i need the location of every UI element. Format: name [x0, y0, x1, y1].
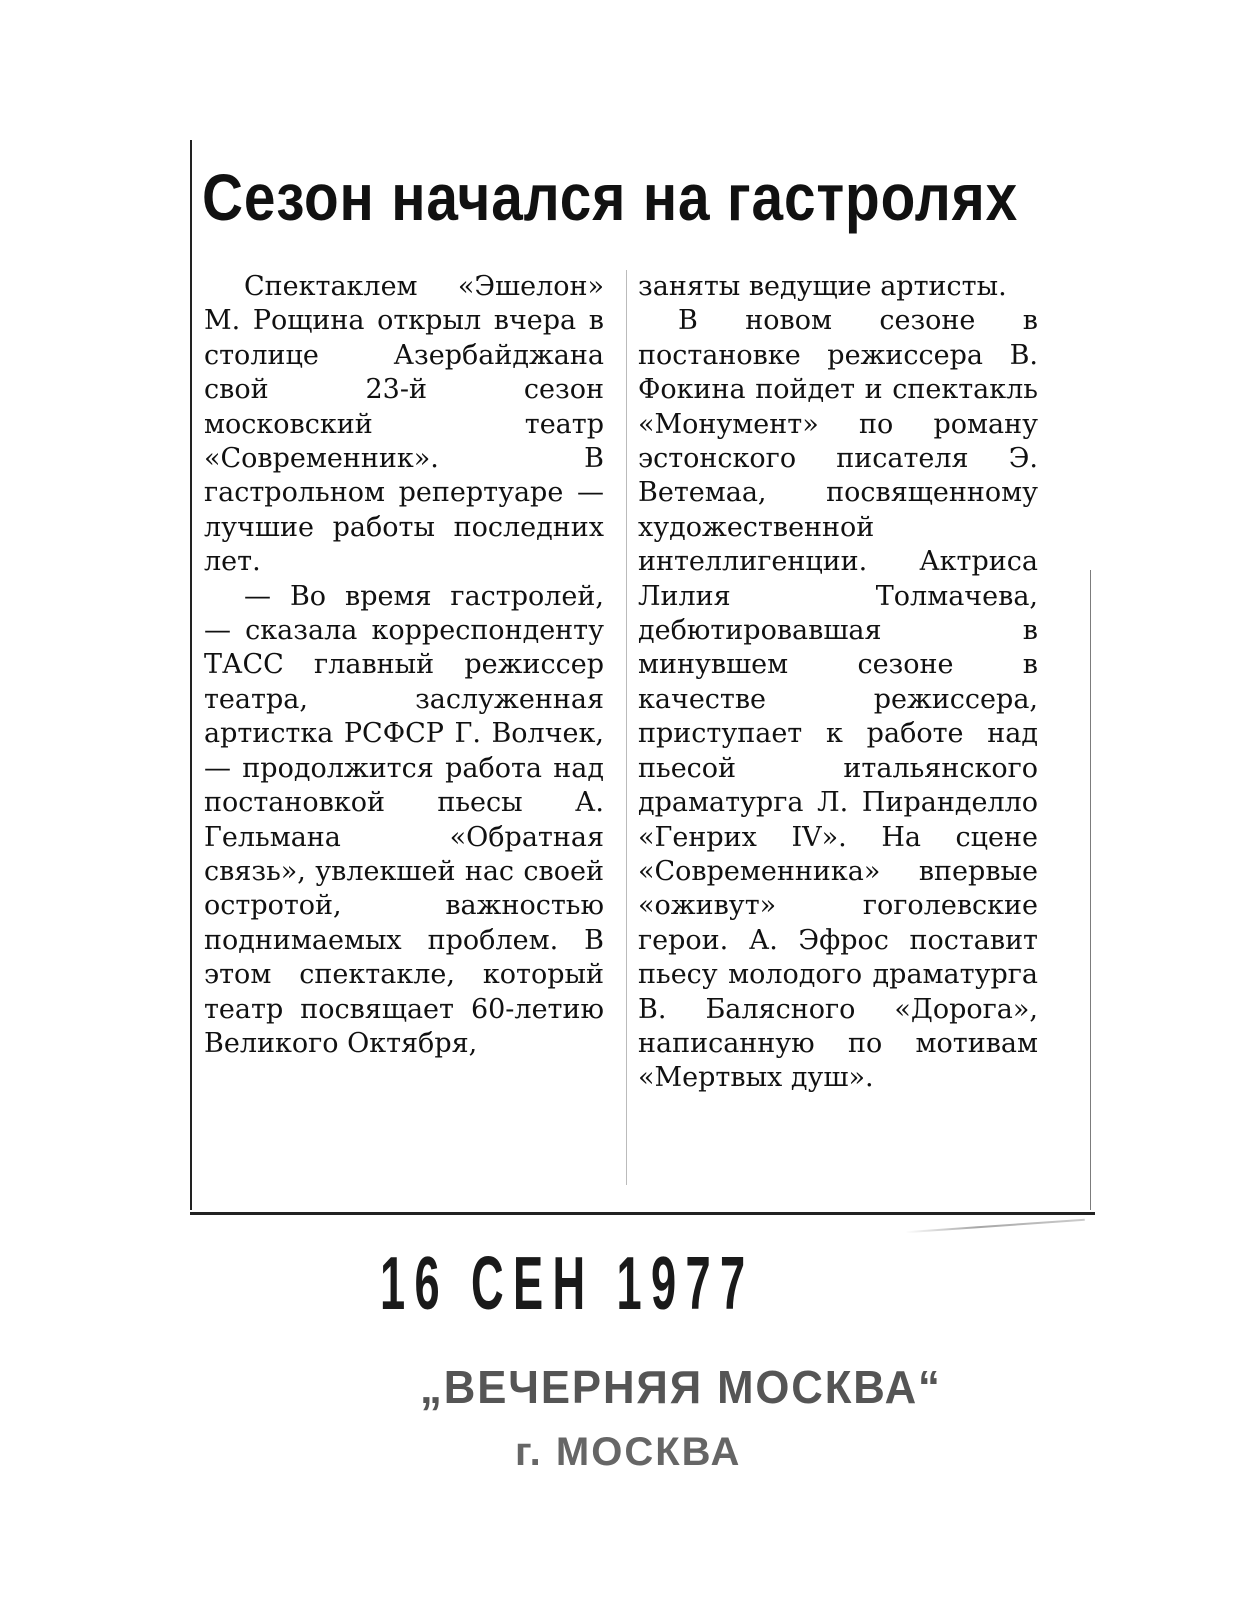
article-column-right — [638, 270, 1038, 1096]
clipping-border-left — [190, 140, 192, 1210]
date-stamp: 16 СЕН 1977 — [380, 1241, 755, 1326]
column-divider — [626, 270, 627, 1185]
clipping-border-right — [1090, 570, 1091, 1210]
article-headline: Сезон начался на гастролях — [202, 160, 1019, 234]
clipping-border-bottom — [190, 1212, 1095, 1215]
article-paragraph: Спектаклем «Эшелон» М. Рощина открыл вчера в столице Азербайджана свой 23-й сезон московский театр «Современник». В гастрольном репертуаре — лучшие работы последних лет. — [204, 271, 604, 578]
scan-artifact — [905, 1219, 1085, 1234]
city-stamp: г. МОСКВА — [515, 1430, 742, 1474]
newspaper-clipping — [190, 130, 1095, 1215]
article-paragraph: — Во время гастролей, — сказала корреспонденту ТАСС главный режиссер театра, заслуженная артистка РСФСР Г. Волчек, — продолжится работа над постановкой пьесы А. Гельмана «Обратная связь», увлекшей нас своей остротой, важностью поднимаемых проблем. В этом спектакле, который театр посвящает 60-летию Великого Октября, — [204, 580, 604, 1059]
article-paragraph: В новом сезоне в постановке режиссера В. Фокина пойдет и спектакль «Монумент» по роману эстонского писателя Э. Ветемаа, посвященному художественной интеллигенции. Актриса Лилия Толмачева, дебютировавшая в минувшем сезоне в качестве режиссера, приступает к работе над пьесой итальянского драматурга Л. Пиранделло «Генрих IV». На сцене «Современника» впервые «оживут» гоголевские герои. А. Эфрос поставит пьесу молодого драматурга В. Балясного «Дорога», написанную по мотивам «Мертвых душ». — [638, 305, 1038, 1094]
article-paragraph: заняты ведущие артисты. — [638, 271, 1007, 302]
newspaper-stamp: „ВЕЧЕРНЯЯ МОСКВА“ — [420, 1361, 942, 1413]
article-column-left — [204, 270, 604, 1061]
